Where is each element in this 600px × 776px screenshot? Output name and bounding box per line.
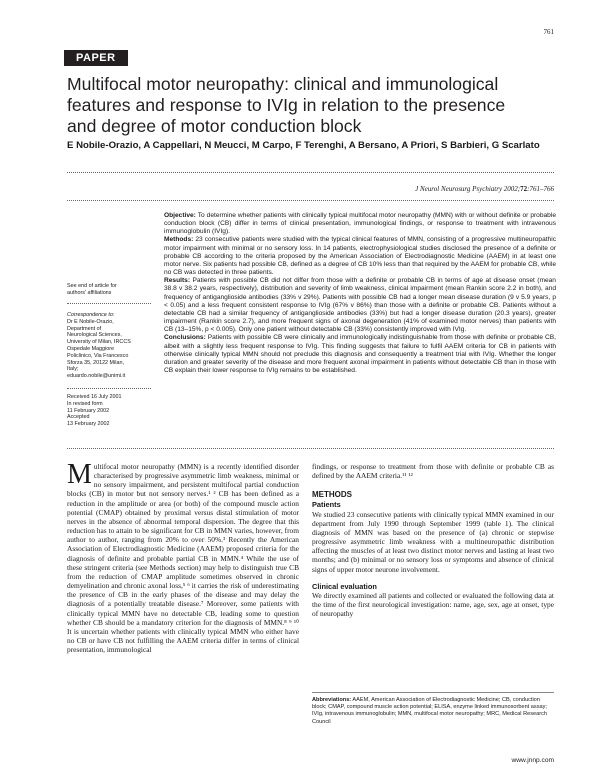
abstract — [164, 212, 556, 375]
sidebar-divider — [67, 303, 151, 304]
clinical-evaluation-heading: Clinical evaluation — [312, 581, 377, 591]
abstract-results: Results: Patients with possible CB did not differ from those with a definite or probable CB in terms of age at disease onset (mean 38.8 v 38.2 years, respectively), distribution and severity of limb weakness, clinical impairment (mean Rankin score 2.2 in both), and frequency of antiganglioside antibodies (33% v 29%). Patients with possible CB had a longer mean disease duration (9 v 5.9 years, p < 0.05) and a less frequent consistent response to IVIg (67% v 86%) than those with a definite or probable CB. Patients without a detectable CB had a similar frequency of antiganglioside antibodies (33%) but had a longer disease duration (20.3 years), greater impairment (Rankin score 2.7), and more frequent signs of axonal degeneration (41% of examined motor nerves) than patients with CB (13–15%, p < 0.005). Only one patient without detectable CB (33%) consistently improved with IVIg. — [164, 277, 556, 334]
methods-heading: METHODS — [312, 490, 352, 500]
received-dates: Received 16 July 2001 In revised form 11 February 2002 Accepted 13 February 2002 — [67, 394, 122, 428]
patients-text: We studied 23 consecutive patients with clinically typical MMN examined in our department from July 1990 through September 1999 (table 1). The clinical diagnosis of MMN was based on the presence of (a) chronic or stepwise progressive asymmetric limb weakness with a multineuropathic distribution affecting the muscles of at least two distinct motor nerves and lasting at least two months; and (b) minimal or no sensory loss or symptoms and absence of clinical signs of upper motor neurone involvement. — [312, 509, 554, 574]
abstract-conclusions: Conclusions: Patients with possible CB were clinically and immunologically indistinguishable from those with definite or probable CB, albeit with a slightly less frequent response to IVIg. This finding suggests that failure to fulfil AAEM criteria for CB in patients with otherwise clinically typical MMN should not preclude this diagnosis and consequently a treatment trial with IVIg. Whether the longer duration and greater severity of the disease and more frequent axonal impairment in patients without detectable CB than in those with CB explain their lower response to IVIg remains to be established. — [164, 334, 556, 374]
footer-url[interactable]: www.jnnp.com — [511, 757, 554, 764]
author-list: E Nobile-Orazio, A Cappellari, N Meucci, M Carpo, F Terenghi, A Bersano, A Priori, S Barbieri, G Scarlato — [67, 140, 540, 151]
clinical-evaluation-text: We directly examined all patients and collected or evaluated the following data at the time of the first neurological investigation: name, age, sex, age at onset, type of neuropathy — [312, 590, 554, 619]
author-divider — [67, 172, 554, 173]
section-badge: PAPER — [64, 50, 128, 66]
affiliation-note: See end of article for authors' affiliations — [67, 283, 117, 296]
page-number: 761 — [543, 28, 554, 36]
citation-divider — [67, 200, 554, 201]
correspondence-block: Correspondence to: Dr E Nobile-Orazio, Department of Neurological Sciences, University of Milan, IRCCS Ospedale Maggiore Policlinico, Via Francesco Sforza 35, 20122 Milan, Italy; eduardo.nobile@unimi.it — [67, 312, 151, 380]
abstract-objective: Objective: To determine whether patients with clinically typical multifocal motor neuropathy (MMN) with or without definite or probable conduction block (CB) differ in terms of clinical presentation, immunological findings, or response to treatment with intravenous immunoglobulin (IVIg). — [164, 212, 556, 236]
correspondence-email[interactable]: eduardo.nobile@unimi.it — [67, 373, 126, 380]
abstract-methods: Methods: 23 consecutive patients were studied with the typical clinical features of MMN, consisting of a progressive multineuropathic motor impairment with minimal or no sensory loss. In 14 patients, electrophysiological studies disclosed the presence of a definite or probable CB according to the criteria proposed by the American Association of Electrodiagnostic Medicine (AAEM) in at least one motor nerve. Six patients had possible CB, defined as a degree of CB 10% less than that required by the AAEM for probable CB, while no CB was detected in three patients. — [164, 236, 556, 277]
drop-cap: M — [67, 459, 92, 490]
patients-heading: Patients — [312, 500, 341, 510]
sidebar-divider-2 — [67, 388, 151, 389]
abbreviations-box: Abbreviations: AAEM, American Association of Electrodiagnostic Medicine; CB, conduction block; CMAP, compound muscle action potential; ELISA, enzyme linked immunosorbent assay; IVIg, intravenous immunoglobulin; MMN, multifocal motor neuropathy; MRC, Medical Research Council — [312, 692, 554, 726]
article-title: Multifocal motor neuropathy: clinical and immunological features and response to IVIg in relation to the presence and degree of motor conduction block — [67, 74, 506, 136]
right-column: findings, or response to treatment from those with definite or probable CB as defined by the AAEM criteria.¹¹ ¹² METHODS Patients We studied 23 consecutive patients with clinically typical MMN examined in our department from July 1990 through September 1999 (table 1). The clinical diagnosis of MMN was based on the presence of (a) chronic or stepwise progressive asymmetric limb weakness with a multineuropathic distribution affecting the muscles of at least two distinct motor nerves and lasting at least two months; and (b) minimal or no sensory loss or symptoms and absence of clinical signs of upper motor neurone involvement. Clinical evaluation We directly examined all patients and collected or evaluated the following data at the time of the first neurological investigation: name, age, sex, age at onset, type of neuropathy — [312, 462, 554, 619]
intro-column: Multifocal motor neuropathy (MMN) is a recently identified disorder characterised by progressive asymmetric limb weakness, minimal or no sensory impairment, and persistent multifocal partial conduction blocks (CB) in motor but not sensory nerves.¹ ² CB has been defined as a reduction in the amplitude or area (or both) of the compound muscle action potential (CMAP) obtained by proximal versus distal stimulation of motor nerves in the absence of abnormal temporal dispersion. The degree that this reduction has to attain to be significant for CB in MMN varies, however, from author to author, ranging from 20% to over 50%.³ Recently the American Association of Electrodiagnostic Medicine (AAEM) proposed criteria for the diagnosis of definite and probable partial CB in MMN.⁴ While the use of these stringent criteria (see Methods section) may help to distinguish true CB from the reduction of CMAP amplitude sometimes observed in chronic demyelination and chronic axonal loss,⁵ ⁶ it carries the risk of underestimating the presence of CB in the early phases of the disease and may delay the diagnosis of a potentially treatable disease.⁷ Moreover, some patients with clinically typical MMN have no detectable CB, leading some to question whether CB should be a mandatory criterion for the diagnosis of MMN.⁸ ⁹ ¹⁰ It is uncertain whether patients with clinically typical MMN who either have no CB or have CB not fulfilling the AAEM criteria differ in terms of clinical presentation, immunological — [67, 459, 299, 655]
abstract-divider — [67, 448, 554, 449]
journal-citation: J Neurol Neurosurg Psychiatry 2002;72:761–766 — [415, 185, 554, 193]
